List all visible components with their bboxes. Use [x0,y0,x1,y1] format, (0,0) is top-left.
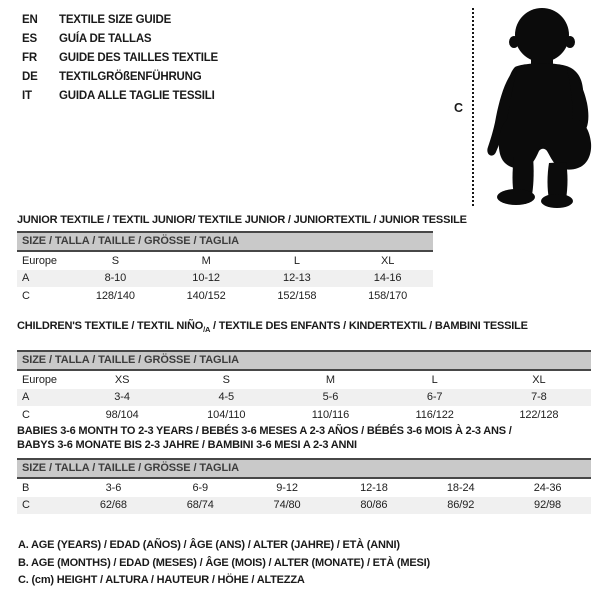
cell: 92/98 [534,499,562,512]
cell: 10-12 [192,272,220,285]
lang-row-fr [22,49,218,68]
lang-row-en [22,11,218,30]
lang-code: EN [22,14,38,26]
col-header-l: L [293,254,300,267]
children-size-table [17,350,591,424]
cell: 68/74 [186,499,214,512]
lang-title: GUIDE DES TAILLES TEXTILE [59,52,218,64]
title-part: / TEXTILE DES ENFANTS / KINDERTEXTIL / BAMBINI TESSILE [210,320,528,332]
col-header-s: S [222,373,230,386]
cell: 128/140 [95,289,135,302]
col-header-s: S [111,254,119,267]
table-row-months [17,479,591,497]
col-header-xs: XS [114,373,130,386]
row-label: A [22,391,30,404]
lang-title: GUÍA DE TALLAS [59,33,152,45]
title-line-2: BABYS 3-6 MONATE BIS 2-3 JAHRE / BAMBINI 3-6 MESI A 2-3 ANNI [17,439,357,451]
row-label: C [22,499,30,512]
cell: 110/116 [311,408,350,421]
lang-code: DE [22,71,38,83]
table-header-row [17,252,433,270]
cell: 122/128 [519,408,559,421]
cell: 104/110 [207,408,246,421]
cell: 12-18 [360,481,388,494]
section-title [17,424,591,452]
cell: 4-5 [218,391,235,404]
cell: 12-13 [283,272,311,285]
table-header-row [17,371,591,389]
note-height-cm: C. (cm) HEIGHT / ALTURA / HAUTEUR / HÖHE / ALTEZZA [18,574,305,586]
height-dotted-line [472,8,474,206]
cell: 140/152 [186,289,226,302]
baby-silhouette-icon [485,5,600,210]
section-title: JUNIOR TEXTILE / TEXTIL JUNIOR/ TEXTILE JUNIOR / JUNIORTEXTIL / JUNIOR TESSILE [17,214,467,226]
note-age-years: A. AGE (YEARS) / EDAD (AÑOS) / ÂGE (ANS) / ALTER (JAHRE) / ETÀ (ANNI) [18,539,400,551]
cell: 152/158 [277,289,317,302]
col-header-xl: XL [532,373,546,386]
col-header-europe: Europe [22,373,57,386]
cell: 8-10 [104,272,127,285]
lang-title: TEXTILE SIZE GUIDE [59,14,172,26]
lang-code: FR [22,52,37,64]
legend-notes [18,537,430,590]
cell: 98/104 [105,408,139,421]
section-children-textile [17,320,591,424]
cell: 24-36 [533,481,562,494]
section-junior-textile [17,214,467,305]
col-header-m: M [201,254,211,267]
table-row-height [17,287,433,305]
col-header-europe: Europe [22,254,57,267]
cell: 74/80 [273,499,301,512]
size-bar: SIZE / TALLA / TAILLE / GRÖSSE / TAGLIA [17,458,591,479]
cell: 3-6 [105,481,122,494]
lang-code: ES [22,33,37,45]
cell: 3-4 [114,391,130,404]
babies-size-table [17,458,591,514]
cell: 116/122 [415,408,454,421]
babies-table [17,479,591,514]
title-part: CHILDREN'S TEXTILE / TEXTIL NIÑO [17,320,204,332]
row-label: C [22,408,30,421]
lang-code: IT [22,90,32,102]
row-label: B [22,481,30,494]
junior-size-table [17,231,433,305]
junior-table [17,252,433,305]
lang-row-es [22,30,218,49]
cell: 14-16 [373,272,402,285]
size-bar: SIZE / TALLA / TAILLE / GRÖSSE / TAGLIA [17,350,591,371]
title-subscript: /A [203,325,211,335]
table-row-height [17,406,591,424]
section-babies-textile [17,424,591,514]
table-row-age [17,270,433,288]
lang-row-de [22,68,218,87]
cell: 6-9 [192,481,209,494]
lang-title: TEXTILGRÖßENFÜHRUNG [59,71,202,83]
note-age-months: B. AGE (MONTHS) / EDAD (MESES) / ÂGE (MOIS) / ALTER (MONATE) / ETÀ (MESI) [18,556,430,569]
title-line-1: BABIES 3-6 MONTH TO 2-3 YEARS / BEBÉS 3-6 MESES A 2-3 AÑOS / BÉBÉS 3-6 MOIS À 2-3 ANS / [17,425,512,437]
cell: 18-24 [446,481,475,494]
language-header [22,11,218,106]
children-table [17,371,591,424]
table-row-height [17,497,591,515]
table-row-age [17,389,591,407]
col-header-m: M [325,373,335,386]
row-label: C [22,289,30,302]
section-title [17,320,591,336]
cell: 5-6 [322,391,339,404]
cell: 7-8 [531,391,547,404]
cell: 62/68 [99,499,127,512]
cell: 158/170 [368,289,408,302]
height-figure [445,0,600,215]
cell: 6-7 [426,391,443,404]
col-header-xl: XL [380,254,395,267]
lang-row-it [22,87,218,106]
row-label: A [22,272,30,285]
height-measure-label: C [454,101,464,115]
col-header-l: L [431,373,438,386]
cell: 9-12 [276,481,298,494]
size-bar: SIZE / TALLA / TAILLE / GRÖSSE / TAGLIA [17,231,433,252]
cell: 86/92 [447,499,475,512]
lang-title: GUIDA ALLE TAGLIE TESSILI [59,90,215,102]
cell: 80/86 [360,499,388,512]
